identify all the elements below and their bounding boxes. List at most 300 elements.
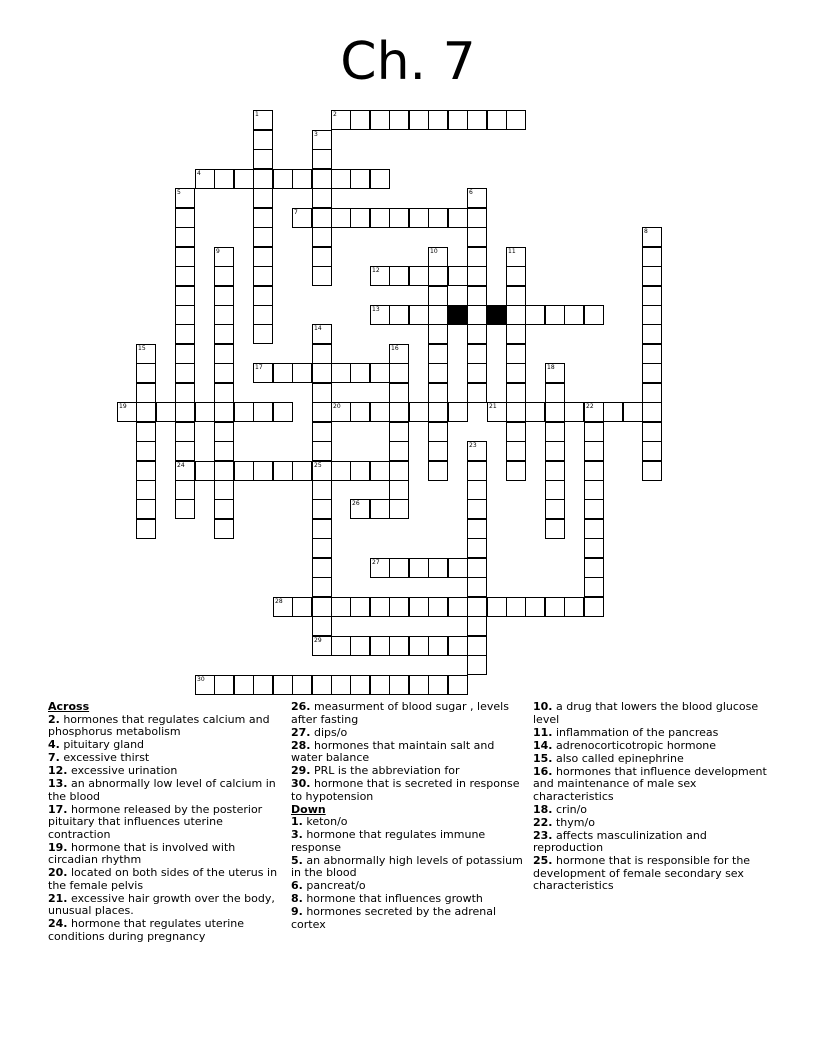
crossword-cell[interactable] [584, 577, 604, 597]
crossword-cell[interactable] [409, 266, 429, 286]
crossword-cell[interactable] [312, 441, 332, 461]
crossword-cell[interactable] [350, 461, 370, 481]
crossword-cell[interactable] [467, 227, 487, 247]
crossword-cell[interactable] [214, 499, 234, 519]
crossword-cell[interactable] [273, 169, 293, 189]
crossword-cell[interactable] [428, 402, 448, 422]
crossword-cell[interactable] [642, 383, 662, 403]
crossword-cell[interactable] [506, 402, 526, 422]
clue-text: keton/o [302, 815, 348, 828]
crossword-cell[interactable] [253, 402, 273, 422]
crossword-cell[interactable] [292, 461, 312, 481]
crossword-cell[interactable] [312, 519, 332, 539]
crossword-cell[interactable] [350, 208, 370, 228]
crossword-cell[interactable] [136, 461, 156, 481]
crossword-cell[interactable] [312, 402, 332, 422]
crossword-cell[interactable] [389, 636, 409, 656]
crossword-cell[interactable] [467, 247, 487, 267]
crossword-cell[interactable] [506, 597, 526, 617]
crossword-cell[interactable] [487, 402, 507, 422]
crossword-cell[interactable] [253, 675, 273, 695]
crossword-cell[interactable] [389, 266, 409, 286]
crossword-cell[interactable] [467, 305, 487, 325]
crossword-cell[interactable] [428, 208, 448, 228]
crossword-cell[interactable] [214, 305, 234, 325]
crossword-cell[interactable] [253, 208, 273, 228]
crossword-cell[interactable] [584, 558, 604, 578]
crossword-cell[interactable] [156, 402, 176, 422]
crossword-cell[interactable] [331, 363, 351, 383]
crossword-cell[interactable] [370, 499, 390, 519]
crossword-cell[interactable] [370, 305, 390, 325]
clue-number-label: 26. [291, 700, 311, 713]
crossword-cell[interactable] [409, 402, 429, 422]
crossword-cell[interactable] [603, 402, 623, 422]
crossword-cell[interactable] [389, 363, 409, 383]
crossword-cell[interactable] [312, 616, 332, 636]
crossword-cell[interactable] [292, 363, 312, 383]
crossword-cell[interactable] [584, 519, 604, 539]
crossword-cell[interactable] [292, 169, 312, 189]
crossword-cell[interactable] [175, 402, 195, 422]
crossword-cell[interactable] [428, 383, 448, 403]
crossword-cell[interactable] [584, 597, 604, 617]
crossword-cell[interactable] [428, 324, 448, 344]
crossword-cell[interactable] [389, 344, 409, 364]
crossword-cell[interactable] [312, 169, 332, 189]
crossword-cell[interactable] [389, 422, 409, 442]
crossword-cell[interactable] [331, 597, 351, 617]
crossword-cell[interactable] [312, 208, 332, 228]
crossword-cell[interactable] [370, 110, 390, 130]
crossword-cell[interactable] [214, 266, 234, 286]
crossword-cell[interactable] [545, 480, 565, 500]
crossword-cell[interactable] [331, 208, 351, 228]
crossword-cell[interactable] [234, 169, 254, 189]
crossword-cell[interactable] [428, 675, 448, 695]
crossword-cell[interactable] [292, 597, 312, 617]
crossword-cell[interactable] [389, 110, 409, 130]
crossword-cell[interactable] [312, 577, 332, 597]
crossword-cell[interactable] [253, 286, 273, 306]
crossword-cell[interactable] [214, 169, 234, 189]
crossword-cell[interactable] [312, 499, 332, 519]
crossword-cell[interactable] [584, 402, 604, 422]
crossword-cell[interactable] [253, 130, 273, 150]
crossword-cell[interactable] [545, 441, 565, 461]
crossword-cell[interactable] [467, 461, 487, 481]
crossword-cell[interactable] [448, 636, 468, 656]
crossword-cell[interactable] [467, 636, 487, 656]
crossword-cell[interactable] [506, 305, 526, 325]
crossword-cell[interactable] [467, 499, 487, 519]
clue-number-label: 12. [48, 764, 68, 777]
crossword-cell[interactable] [350, 110, 370, 130]
crossword-cell[interactable] [370, 675, 390, 695]
crossword-cell[interactable] [253, 169, 273, 189]
crossword-cell[interactable] [467, 480, 487, 500]
crossword-cell[interactable] [312, 675, 332, 695]
crossword-cell[interactable] [467, 558, 487, 578]
crossword-cell[interactable] [312, 597, 332, 617]
crossword-cell[interactable] [467, 383, 487, 403]
crossword-cell[interactable] [214, 247, 234, 267]
crossword-cell[interactable] [273, 461, 293, 481]
crossword-cell[interactable] [234, 675, 254, 695]
crossword-cell[interactable] [467, 538, 487, 558]
crossword-cell[interactable] [331, 461, 351, 481]
crossword-cell[interactable] [564, 402, 584, 422]
crossword-cell[interactable] [545, 402, 565, 422]
crossword-cell[interactable] [545, 305, 565, 325]
crossword-cell[interactable] [448, 266, 468, 286]
crossword-cell[interactable] [350, 402, 370, 422]
crossword-cell[interactable] [136, 344, 156, 364]
crossword-cell[interactable] [292, 675, 312, 695]
crossword-cell[interactable] [389, 480, 409, 500]
crossword-cell[interactable] [525, 402, 545, 422]
crossword-cell[interactable] [545, 363, 565, 383]
crossword-cell[interactable] [292, 208, 312, 228]
clue-number: 24 [177, 462, 185, 469]
crossword-cell[interactable] [506, 266, 526, 286]
crossword-cell[interactable] [642, 441, 662, 461]
crossword-cell[interactable] [545, 597, 565, 617]
crossword-cell[interactable] [389, 675, 409, 695]
crossword-cell[interactable] [506, 461, 526, 481]
crossword-cell[interactable] [428, 110, 448, 130]
crossword-cell[interactable] [175, 480, 195, 500]
crossword-cell[interactable] [428, 636, 448, 656]
crossword-cell[interactable] [253, 227, 273, 247]
crossword-cell[interactable] [312, 636, 332, 656]
crossword-cell[interactable] [448, 208, 468, 228]
crossword-cell[interactable] [312, 149, 332, 169]
clue-text: inflammation of the pancreas [552, 725, 719, 739]
crossword-cell[interactable] [350, 597, 370, 617]
crossword-cell[interactable] [312, 363, 332, 383]
crossword-cell[interactable] [467, 344, 487, 364]
crossword-cell[interactable] [370, 266, 390, 286]
crossword-cell[interactable] [175, 247, 195, 267]
crossword-cell[interactable] [409, 208, 429, 228]
crossword-cell[interactable] [428, 247, 448, 267]
crossword-cell[interactable] [467, 188, 487, 208]
crossword-cell[interactable] [428, 441, 448, 461]
crossword-cell[interactable] [350, 675, 370, 695]
crossword-cell[interactable] [389, 461, 409, 481]
crossword-cell[interactable] [312, 227, 332, 247]
crossword-cell[interactable] [175, 363, 195, 383]
crossword-cell[interactable] [506, 286, 526, 306]
crossword-cell[interactable] [214, 402, 234, 422]
crossword-cell[interactable] [642, 363, 662, 383]
crossword-cell[interactable] [409, 110, 429, 130]
crossword-cell[interactable] [273, 363, 293, 383]
crossword-cell[interactable] [428, 363, 448, 383]
crossword-cell[interactable] [409, 558, 429, 578]
crossword-cell[interactable] [389, 208, 409, 228]
crossword-cell[interactable] [642, 227, 662, 247]
crossword-cell[interactable] [234, 402, 254, 422]
crossword-cell[interactable] [487, 110, 507, 130]
crossword-cell[interactable] [331, 675, 351, 695]
crossword-cell[interactable] [642, 324, 662, 344]
crossword-cell[interactable] [312, 266, 332, 286]
crossword-cell[interactable] [642, 461, 662, 481]
crossword-cell[interactable] [467, 110, 487, 130]
crossword-cell[interactable] [312, 538, 332, 558]
crossword-cell[interactable] [467, 655, 487, 675]
crossword-cell[interactable] [642, 286, 662, 306]
crossword-cell[interactable] [370, 363, 390, 383]
crossword-cell[interactable] [175, 383, 195, 403]
clue-number-label: 23. [533, 828, 553, 842]
crossword-cell[interactable] [584, 305, 604, 325]
crossword-cell[interactable] [175, 227, 195, 247]
crossword-cell[interactable] [136, 519, 156, 539]
crossword-cell[interactable] [370, 402, 390, 422]
crossword-cell[interactable] [448, 675, 468, 695]
crossword-cell[interactable] [506, 324, 526, 344]
crossword-cell[interactable] [467, 519, 487, 539]
crossword-cell[interactable] [312, 558, 332, 578]
crossword-cell[interactable] [467, 616, 487, 636]
clue-number: 3 [314, 131, 318, 138]
crossword-cell[interactable] [136, 480, 156, 500]
crossword-cell[interactable] [389, 402, 409, 422]
crossword-cell[interactable] [214, 324, 234, 344]
crossword-cell[interactable] [175, 305, 195, 325]
crossword-cell[interactable] [214, 344, 234, 364]
crossword-cell[interactable] [370, 461, 390, 481]
crossword-cell[interactable] [331, 110, 351, 130]
crossword-cell[interactable] [506, 363, 526, 383]
crossword-cell[interactable] [545, 383, 565, 403]
crossword-cell[interactable] [175, 324, 195, 344]
crossword-cell[interactable] [175, 441, 195, 461]
crossword-cell[interactable] [253, 324, 273, 344]
crossword-cell[interactable] [467, 324, 487, 344]
crossword-cell[interactable] [467, 597, 487, 617]
crossword-cell[interactable] [214, 519, 234, 539]
crossword-cell[interactable] [350, 499, 370, 519]
clue-number-label: 8. [291, 892, 303, 905]
crossword-cell[interactable] [370, 169, 390, 189]
crossword-cell[interactable] [467, 441, 487, 461]
crossword-cell[interactable] [312, 383, 332, 403]
crossword-cell[interactable] [448, 558, 468, 578]
crossword-cell[interactable] [409, 675, 429, 695]
crossword-cell[interactable] [253, 247, 273, 267]
crossword-cell[interactable] [370, 597, 390, 617]
crossword-cell[interactable] [506, 110, 526, 130]
crossword-cell[interactable] [409, 636, 429, 656]
crossword-cell[interactable] [448, 402, 468, 422]
crossword-cell[interactable] [331, 402, 351, 422]
crossword-cell[interactable] [312, 247, 332, 267]
crossword-cell[interactable] [584, 499, 604, 519]
crossword-cell[interactable] [350, 636, 370, 656]
crossword-cell[interactable] [253, 149, 273, 169]
crossword-cell[interactable] [214, 363, 234, 383]
crossword-cell[interactable] [467, 286, 487, 306]
crossword-cell[interactable] [175, 266, 195, 286]
crossword-cell[interactable] [642, 422, 662, 442]
clue-text: thym/o [552, 815, 595, 829]
crossword-cell[interactable] [136, 402, 156, 422]
crossword-cell[interactable] [409, 597, 429, 617]
crossword-cell[interactable] [428, 286, 448, 306]
crossword-cell[interactable] [312, 324, 332, 344]
crossword-cell[interactable] [428, 558, 448, 578]
crossword-cell[interactable] [273, 402, 293, 422]
crossword-cell[interactable] [564, 597, 584, 617]
crossword-cell[interactable] [584, 461, 604, 481]
clue-number: 19 [119, 403, 127, 410]
crossword-cell[interactable] [136, 363, 156, 383]
clue-number: 14 [314, 325, 322, 332]
crossword-cell[interactable] [175, 499, 195, 519]
crossword-cell[interactable] [389, 499, 409, 519]
crossword-cell[interactable] [623, 402, 643, 422]
crossword-cell[interactable] [428, 461, 448, 481]
crossword-cell[interactable] [312, 188, 332, 208]
crossword-cell[interactable] [506, 441, 526, 461]
crossword-cell[interactable] [214, 422, 234, 442]
crossword-cell[interactable] [506, 383, 526, 403]
clue-text: hormone that regulates immune response [291, 828, 486, 854]
crossword-cell[interactable] [350, 363, 370, 383]
crossword-cell[interactable] [564, 305, 584, 325]
crossword-cell[interactable] [312, 422, 332, 442]
crossword-cell[interactable] [350, 169, 370, 189]
crossword-cell[interactable] [545, 461, 565, 481]
crossword-cell[interactable] [312, 130, 332, 150]
crossword-cell[interactable] [214, 383, 234, 403]
crossword-cell[interactable] [175, 422, 195, 442]
clue-number: 15 [138, 345, 146, 352]
crossword-cell[interactable] [214, 461, 234, 481]
crossword-cell[interactable] [584, 422, 604, 442]
crossword-cell[interactable] [389, 597, 409, 617]
crossword-cell[interactable] [428, 422, 448, 442]
clue-number: 26 [352, 500, 360, 507]
crossword-cell[interactable] [214, 675, 234, 695]
crossword-cell[interactable] [448, 597, 468, 617]
crossword-cell[interactable] [370, 558, 390, 578]
crossword-cell[interactable] [428, 266, 448, 286]
crossword-cell[interactable] [467, 363, 487, 383]
crossword-cell[interactable] [175, 286, 195, 306]
crossword-cell[interactable] [312, 344, 332, 364]
crossword-cell[interactable] [136, 422, 156, 442]
crossword-cell[interactable] [370, 208, 390, 228]
crossword-cell[interactable] [136, 383, 156, 403]
crossword-cell[interactable] [389, 305, 409, 325]
crossword-cell[interactable] [642, 305, 662, 325]
crossword-cell[interactable] [136, 499, 156, 519]
crossword-cell[interactable] [428, 344, 448, 364]
crossword-cell[interactable] [175, 188, 195, 208]
crossword-cell[interactable] [214, 286, 234, 306]
crossword-cell[interactable] [428, 597, 448, 617]
crossword-cell[interactable] [175, 461, 195, 481]
crossword-cell[interactable] [195, 675, 215, 695]
crossword-cell[interactable] [253, 266, 273, 286]
crossword-cell[interactable] [195, 461, 215, 481]
crossword-cell[interactable] [331, 636, 351, 656]
crossword-cell[interactable] [409, 305, 429, 325]
crossword-cell[interactable] [642, 266, 662, 286]
clue-text: a drug that lowers the blood glucose level [533, 700, 759, 726]
clue-number: 1 [255, 111, 259, 118]
crossword-cell[interactable] [467, 208, 487, 228]
crossword-cell[interactable] [584, 480, 604, 500]
crossword-cell[interactable] [195, 402, 215, 422]
crossword-cell[interactable] [467, 577, 487, 597]
crossword-cell[interactable] [136, 441, 156, 461]
crossword-cell[interactable] [642, 402, 662, 422]
crossword-cell[interactable] [448, 110, 468, 130]
crossword-cell[interactable] [253, 363, 273, 383]
crossword-cell[interactable] [253, 188, 273, 208]
crossword-cell[interactable] [312, 461, 332, 481]
crossword-cell[interactable] [195, 169, 215, 189]
clue-text: crin/o [552, 802, 588, 816]
crossword-cell[interactable] [545, 422, 565, 442]
crossword-cell[interactable] [506, 422, 526, 442]
crossword-cell[interactable] [312, 480, 332, 500]
crossword-cell[interactable] [584, 441, 604, 461]
crossword-cell[interactable] [253, 305, 273, 325]
crossword-cell[interactable] [525, 597, 545, 617]
crossword-cell[interactable] [487, 597, 507, 617]
crossword-cell[interactable] [234, 461, 254, 481]
crossword-cell[interactable] [370, 636, 390, 656]
crossword-cell[interactable] [584, 538, 604, 558]
clue-number-label: 29. [291, 764, 311, 777]
crossword-cell[interactable] [273, 597, 293, 617]
crossword-cell[interactable] [642, 247, 662, 267]
clue-number: 25 [314, 462, 322, 469]
crossword-cell[interactable] [506, 344, 526, 364]
down-clue [533, 740, 767, 753]
crossword-cell[interactable] [175, 344, 195, 364]
crossword-cell[interactable] [428, 305, 448, 325]
crossword-cell[interactable] [389, 383, 409, 403]
crossword-cell[interactable] [175, 208, 195, 228]
crossword-cell[interactable] [253, 461, 273, 481]
crossword-cell[interactable] [506, 247, 526, 267]
crossword-cell[interactable] [642, 344, 662, 364]
crossword-cell[interactable] [214, 441, 234, 461]
crossword-cell[interactable] [389, 558, 409, 578]
crossword-cell[interactable] [545, 519, 565, 539]
clue-number-label: 27. [291, 725, 311, 739]
crossword-cell[interactable] [525, 305, 545, 325]
crossword-cell[interactable] [467, 266, 487, 286]
crossword-cell[interactable] [214, 480, 234, 500]
down-clue [533, 701, 767, 726]
crossword-cell[interactable] [545, 499, 565, 519]
clue-text: affects masculinization and reproduction [533, 828, 707, 854]
crossword-cell[interactable] [253, 110, 273, 130]
crossword-cell[interactable] [273, 675, 293, 695]
crossword-cell[interactable] [117, 402, 137, 422]
crossword-cell[interactable] [331, 169, 351, 189]
crossword-cell[interactable] [389, 441, 409, 461]
